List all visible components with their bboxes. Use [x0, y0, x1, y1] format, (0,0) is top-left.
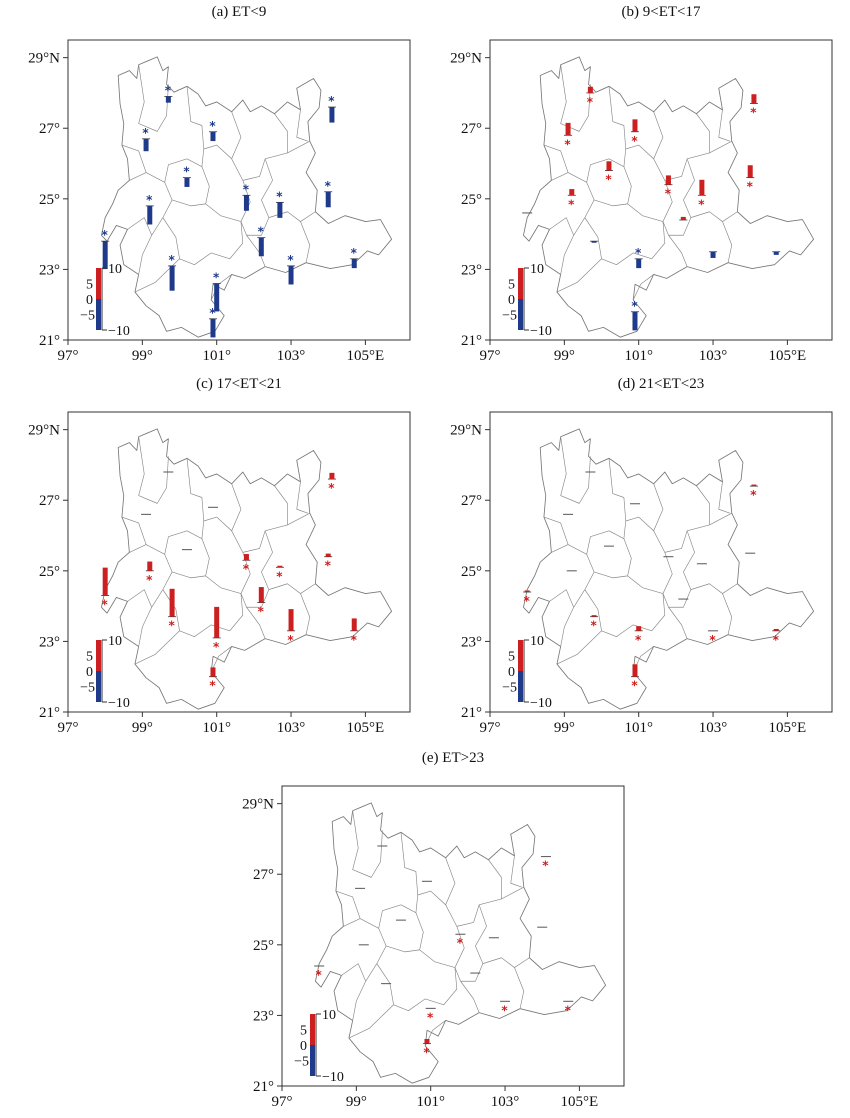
legend-label: 5	[508, 649, 515, 665]
station-bar	[569, 189, 574, 195]
legend-negative-bar	[96, 299, 101, 330]
station-bar	[424, 1039, 429, 1044]
station-bar	[525, 590, 530, 592]
lon-tick-label: 97°	[57, 348, 79, 364]
lon-tick-label: 97°	[479, 720, 501, 736]
lat-tick-label: 29°N	[242, 796, 274, 813]
province-outline	[523, 429, 813, 709]
significance-star: *	[101, 228, 108, 243]
station-bar	[636, 259, 641, 268]
station-bar	[636, 626, 641, 631]
significance-star: *	[287, 632, 294, 647]
significance-star: *	[605, 172, 612, 187]
station-bar	[147, 562, 152, 571]
significance-star: *	[257, 604, 264, 619]
significance-star: *	[542, 858, 549, 873]
significance-star: *	[427, 1010, 434, 1025]
station-bar	[352, 259, 357, 268]
significance-star: *	[635, 245, 642, 260]
lat-tick-label: 27°	[461, 493, 482, 510]
station-bar	[170, 266, 175, 291]
legend-label: 0	[300, 1039, 307, 1054]
station-bar	[210, 667, 215, 676]
significance-star: *	[242, 182, 250, 197]
station-bar	[103, 241, 108, 269]
station-bar	[147, 206, 152, 225]
significance-star: *	[698, 197, 705, 212]
legend-label: 0	[86, 665, 93, 680]
significance-star: *	[213, 639, 220, 654]
legend-label: −10	[108, 324, 130, 339]
station-bar	[326, 192, 331, 208]
lat-tick-label: 25°	[39, 563, 60, 580]
legend-label: −5	[294, 1054, 309, 1070]
panel-e	[242, 750, 624, 1110]
map-frame	[68, 40, 410, 340]
significance-star: *	[328, 94, 335, 109]
lon-tick-label: 99°	[345, 1094, 367, 1110]
lat-tick-label: 29°N	[450, 50, 482, 67]
significance-star: *	[586, 94, 594, 109]
lat-tick-label: 25°	[253, 937, 274, 954]
station-bar	[606, 161, 611, 170]
panel-c	[28, 376, 410, 736]
station-bar	[699, 180, 704, 196]
lat-tick-label: 29°N	[28, 422, 60, 439]
lon-tick-label: 97°	[57, 720, 79, 736]
lat-tick-label: 25°	[461, 191, 482, 208]
significance-star: *	[631, 678, 638, 693]
lon-tick-label: 105°E	[346, 720, 385, 736]
lat-tick-label: 21°	[39, 705, 60, 721]
station-bar	[244, 195, 249, 211]
legend-label: −5	[502, 308, 517, 324]
significance-star: *	[328, 481, 335, 496]
lon-tick-label: 103°	[698, 348, 728, 364]
station-bar	[214, 607, 219, 638]
legend-label: −10	[322, 1070, 344, 1085]
significance-star: *	[101, 597, 108, 612]
legend-positive-bar	[518, 640, 523, 671]
panel-a	[28, 4, 410, 364]
significance-star: *	[564, 137, 571, 152]
significance-star: *	[664, 186, 672, 201]
significance-star: *	[146, 572, 153, 587]
legend-negative-bar	[518, 299, 523, 330]
map-frame	[282, 786, 624, 1086]
significance-star: *	[631, 133, 638, 148]
significance-star: *	[209, 305, 216, 320]
legend-label: −5	[80, 680, 95, 696]
legend-label: 10	[322, 1008, 336, 1023]
panel-title: (e) ET>23	[421, 750, 485, 766]
significance-star: *	[750, 105, 757, 120]
station-bar	[144, 139, 149, 151]
station-bar	[289, 266, 294, 285]
station-bar	[277, 202, 282, 218]
station-bar	[751, 94, 756, 103]
legend-label: 0	[508, 665, 515, 680]
station-bar	[774, 629, 779, 631]
yunnan-map	[523, 429, 813, 709]
significance-star: *	[276, 189, 283, 204]
station-bar	[632, 664, 637, 676]
significance-star: *	[257, 224, 264, 239]
lat-tick-label: 29°N	[28, 50, 60, 67]
station-bar	[588, 87, 593, 93]
lon-tick-label: 105°E	[346, 348, 385, 364]
significance-star: *	[746, 179, 753, 194]
station-bar	[711, 252, 716, 258]
significance-star: *	[213, 270, 220, 285]
legend-positive-bar	[96, 640, 101, 671]
significance-star: *	[146, 192, 153, 207]
significance-star: *	[168, 618, 175, 633]
lat-tick-label: 27°	[253, 867, 274, 884]
significance-star: *	[324, 178, 331, 193]
lon-tick-label: 101°	[202, 348, 231, 364]
significance-star: *	[142, 125, 149, 140]
legend-positive-bar	[518, 268, 523, 299]
legend-positive-bar	[96, 268, 101, 299]
legend-label: −5	[502, 680, 517, 696]
lon-tick-label: 103°	[276, 348, 306, 364]
station-bar	[566, 123, 571, 135]
significance-star: *	[183, 164, 190, 179]
lon-tick-label: 101°	[202, 720, 231, 736]
lat-tick-label: 21°	[253, 1079, 274, 1095]
legend-label: 5	[300, 1023, 307, 1039]
panel-title: (d) 21<ET<23	[617, 376, 705, 392]
significance-star: *	[350, 245, 357, 260]
panel-title: (b) 9<ET<17	[621, 4, 701, 20]
significance-star: *	[772, 632, 779, 647]
legend-label: −10	[530, 696, 552, 711]
station-bar	[277, 566, 282, 568]
station-bar	[170, 589, 175, 617]
lat-tick-label: 21°	[39, 333, 60, 349]
significance-star: *	[324, 558, 331, 573]
station-bar	[259, 587, 264, 603]
legend-negative-bar	[96, 671, 101, 702]
station-bar	[210, 132, 215, 141]
lat-tick-label: 23°	[461, 262, 482, 279]
lat-tick-label: 25°	[39, 191, 60, 208]
lon-tick-label: 101°	[416, 1094, 445, 1110]
significance-star: *	[750, 488, 757, 503]
station-bar	[210, 319, 215, 338]
lat-tick-label: 27°	[461, 121, 482, 138]
lon-tick-label: 105°E	[768, 720, 807, 736]
significance-star: *	[287, 252, 294, 267]
lon-tick-label: 103°	[490, 1094, 520, 1110]
lon-tick-label: 101°	[624, 720, 653, 736]
lon-tick-label: 99°	[553, 720, 575, 736]
lat-tick-label: 27°	[39, 493, 60, 510]
significance-star: *	[350, 632, 357, 647]
significance-star: *	[209, 118, 216, 133]
legend-label: 5	[508, 277, 515, 293]
legend-label: 5	[86, 277, 93, 293]
map-frame	[490, 412, 832, 712]
lat-tick-label: 25°	[461, 563, 482, 580]
significance-star: *	[168, 252, 175, 267]
station-bar	[326, 554, 331, 557]
station-bar	[592, 615, 597, 617]
lat-tick-label: 23°	[461, 634, 482, 651]
lat-tick-label: 23°	[39, 634, 60, 651]
lat-tick-label: 21°	[461, 333, 482, 349]
station-bar	[329, 473, 334, 479]
station-bar	[103, 568, 108, 596]
significance-star: *	[501, 1003, 508, 1018]
station-bar	[632, 119, 637, 131]
legend-scale	[80, 262, 130, 339]
lon-tick-label: 97°	[479, 348, 501, 364]
legend-scale	[502, 634, 552, 711]
legend-positive-bar	[310, 1014, 315, 1045]
legend-label: 10	[108, 262, 122, 277]
significance-star: *	[635, 632, 642, 647]
station-bar	[774, 252, 779, 255]
legend-scale	[502, 262, 552, 339]
significance-star: *	[564, 1003, 571, 1018]
map-frame	[490, 40, 832, 340]
lat-tick-label: 29°N	[450, 422, 482, 439]
significance-star: *	[315, 968, 322, 982]
lon-tick-label: 99°	[553, 348, 575, 364]
lon-tick-label: 103°	[276, 720, 306, 736]
prefecture-boundaries	[122, 65, 315, 300]
lon-tick-label: 97°	[271, 1094, 293, 1110]
legend-scale	[294, 1008, 344, 1085]
significance-star: *	[590, 618, 597, 633]
lat-tick-label: 23°	[39, 262, 60, 279]
significance-star: *	[164, 83, 172, 98]
lon-tick-label: 99°	[131, 348, 153, 364]
station-bar	[289, 609, 294, 631]
lon-tick-label: 99°	[131, 720, 153, 736]
legend-label: 0	[86, 293, 93, 308]
station-bar	[244, 554, 249, 560]
significance-star: *	[456, 936, 464, 951]
legend-label: 5	[86, 649, 93, 665]
significance-star: *	[523, 594, 530, 608]
lat-tick-label: 21°	[461, 705, 482, 721]
station-bar	[329, 107, 334, 123]
legend-label: −10	[530, 324, 552, 339]
panel-title: (c) 17<ET<21	[196, 376, 282, 392]
significance-star: *	[423, 1045, 430, 1060]
panel-d	[450, 376, 832, 736]
station-bar	[632, 312, 637, 331]
legend-scale	[80, 634, 130, 711]
legend-negative-bar	[310, 1045, 315, 1076]
significance-star: *	[631, 298, 638, 313]
legend-negative-bar	[518, 671, 523, 702]
legend-label: 10	[530, 634, 544, 649]
lat-tick-label: 27°	[39, 121, 60, 138]
lon-tick-label: 101°	[624, 348, 653, 364]
station-bar	[259, 238, 264, 257]
panel-title: (a) ET<9	[211, 4, 267, 20]
legend-label: 10	[108, 634, 122, 649]
lat-tick-label: 23°	[253, 1008, 274, 1025]
lon-tick-label: 105°E	[560, 1094, 599, 1110]
station-bar	[751, 485, 756, 487]
significance-star: *	[276, 569, 283, 584]
station-bar	[592, 241, 597, 243]
map-frame	[68, 412, 410, 712]
station-bar	[666, 175, 671, 184]
legend-label: −5	[80, 308, 95, 324]
significance-star: *	[568, 197, 575, 212]
significance-star: *	[709, 632, 716, 647]
legend-label: −10	[108, 696, 130, 711]
panel-b	[450, 4, 832, 364]
significance-star: *	[242, 562, 250, 577]
station-bar	[748, 165, 753, 177]
legend-label: 10	[530, 262, 544, 277]
station-bar	[184, 178, 189, 187]
legend-label: 0	[508, 293, 515, 308]
station-bar	[352, 618, 357, 630]
significance-star: *	[209, 678, 216, 693]
lon-tick-label: 103°	[698, 720, 728, 736]
station-bar	[681, 217, 686, 220]
lon-tick-label: 105°E	[768, 348, 807, 364]
